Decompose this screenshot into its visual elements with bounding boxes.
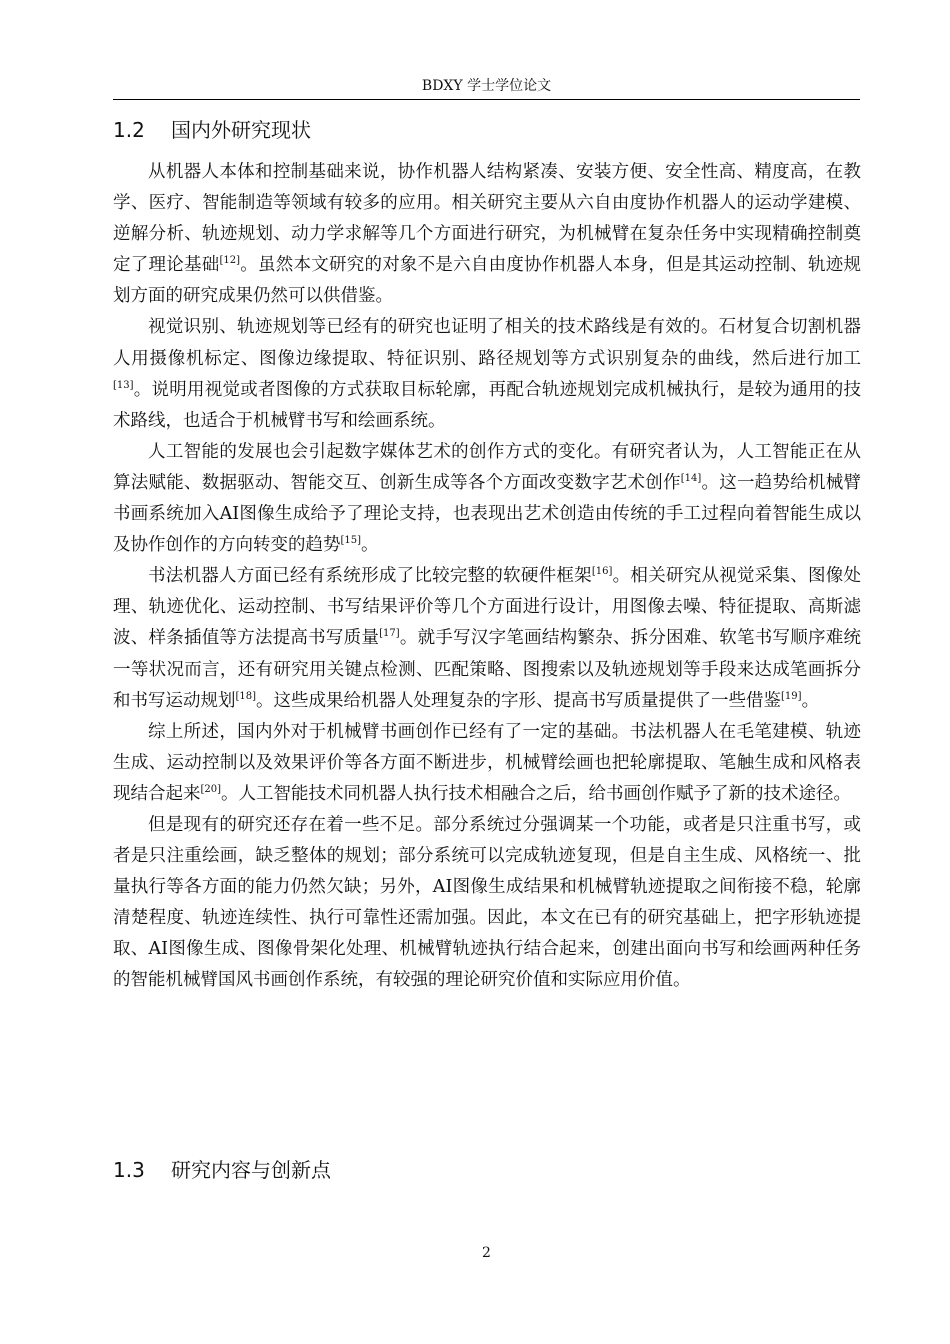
section-number: 1.3	[113, 1158, 145, 1182]
citation-marker: [14]	[680, 473, 702, 485]
citation-marker: [18]	[235, 690, 257, 702]
running-header: BDXY 学士学位论文	[421, 78, 552, 94]
section-title: 国内外研究现状	[171, 118, 311, 142]
header-rule	[113, 99, 860, 100]
citation-marker: [13]	[113, 379, 134, 391]
paragraph: 但是现有的研究还存在着一些不足。部分系统过分强调某一个功能，或者是只注重书写，或者是只注重绘画，缺乏整体的规划；部分系统可以完成轨迹复现，但是自主生成、风格统一、批量执行等各方面的能力仍然欠缺；另外，AI图像生成结果和机械臂轨迹提取之间衔接不稳，轮廓清楚程度、轨迹连续性、执行可靠性还需加强。因此，本文在已有的研究基础上，把字形轨迹提取、AI图像生成、图像骨架化处理、机械臂轨迹执行结合起来，创建出面向书写和绘画两种任务的智能机械臂国风书画创作系统，有较强的理论研究价值和实际应用价值。	[113, 814, 861, 991]
citation-marker: [15]	[340, 535, 362, 547]
page-number: 2	[482, 1245, 491, 1261]
paragraph: 从机器人本体和控制基础来说，协作机器人结构紧凑、安装方便、安全性高、精度高，在教学、医疗、智能制造等领域有较多的应用。相关研究主要从六自由度协作机器人的运动学建模、逆解分析、轨迹规划、动力学求解等几个方面进行研究，为机械臂在复杂任务中实现精确控制奠定了理论基础[12]。虽然本文研究的对象不是六自由度协作机器人本身，但是其运动控制、轨迹规划方面的研究成果仍然可以供借鉴。	[113, 162, 862, 307]
section-number: 1.2	[113, 118, 145, 142]
paragraph: 人工智能的发展也会引起数字媒体艺术的创作方式的变化。有研究者认为，人工智能正在从算法赋能、数据驱动、智能交互、创新生成等各个方面改变数字艺术创作[14]。这一趋势给机械臂书画系统加入AI图像生成给予了理论支持，也表现出艺术创造由传统的手工过程向着智能生成以及协作创作的方向转变的趋势[15]。	[113, 441, 862, 556]
citation-marker: [17]	[379, 628, 400, 640]
paragraph: 书法机器人方面已经有系统形成了比较完整的软硬件框架[16]。相关研究从视觉采集、图像处理、轨迹优化、运动控制、书写结果评价等几个方面进行设计，用图像去噪、特征提取、高斯滤波、样条插值等方法提高书写质量[17]。就手写汉字笔画结构繁杂、拆分困难、软笔书写顺序难统一等状况而言，还有研究用关键点检测、匹配策略、图搜索以及轨迹规划等手段来达成笔画拆分和书写运动规划[18]。这些成果给机器人处理复杂的字形、提高书写质量提供了一些借鉴[19]。	[113, 566, 862, 711]
citation-marker: [20]	[200, 784, 222, 796]
citation-marker: [19]	[781, 690, 802, 702]
citation-marker: [16]	[591, 566, 613, 578]
section-body	[113, 157, 861, 997]
section-heading-1-3	[113, 1156, 331, 1184]
citation-marker: [12]	[219, 255, 240, 267]
paragraph: 视觉识别、轨迹规划等已经有的研究也证明了相关的技术路线是有效的。石材复合切割机器人用摄像机标定、图像边缘提取、特征识别、路径规划等方式识别复杂的曲线，然后进行加工[13]。说明用视觉或者图像的方式获取目标轮廓，再配合轨迹规划完成机械执行，是较为通用的技术路线，也适合于机械臂书写和绘画系统。	[113, 317, 861, 431]
paragraph: 综上所述，国内外对于机械臂书画创作已经有了一定的基础。书法机器人在毛笔建模、轨迹生成、运动控制以及效果评价等各方面不断进步，机械臂绘画也把轮廓提取、笔触生成和风格表现结合起来[20]。人工智能技术同机器人执行技术相融合之后，给书画创作赋予了新的技术途径。	[113, 721, 861, 804]
section-heading-1-2	[113, 116, 311, 144]
section-title: 研究内容与创新点	[171, 1158, 331, 1182]
